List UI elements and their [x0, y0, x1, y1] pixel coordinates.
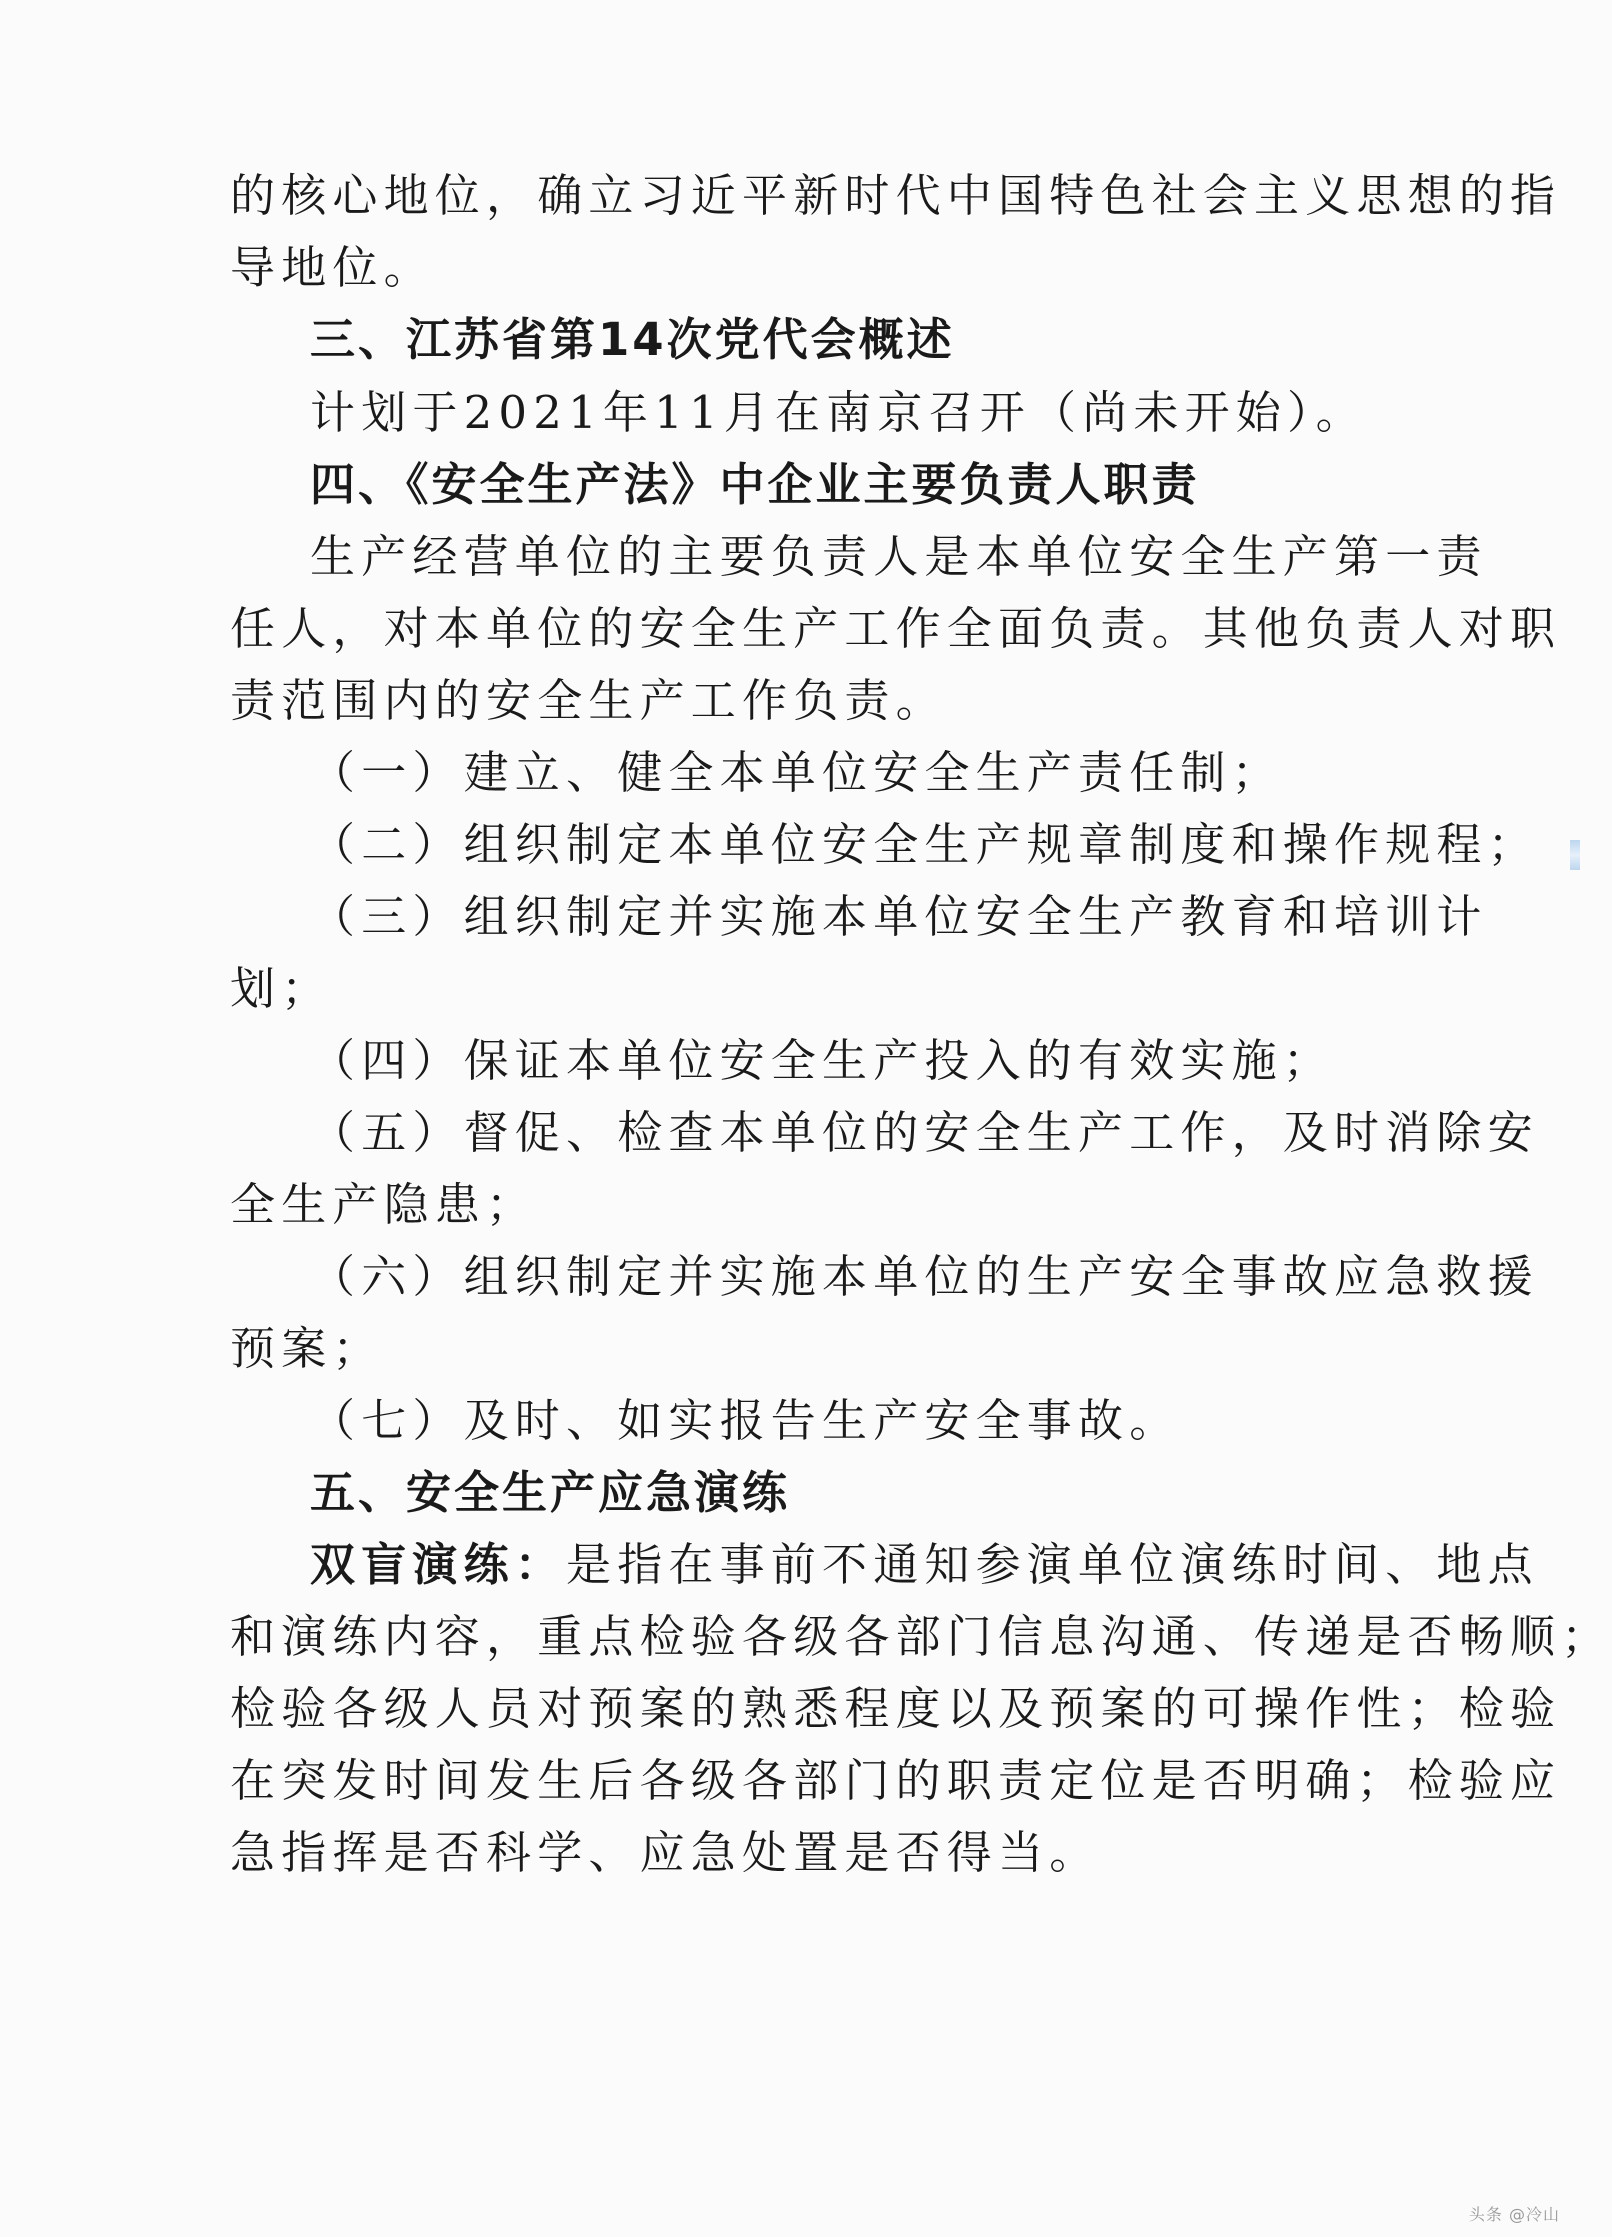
text-line	[310, 1535, 1539, 1595]
scan-edge-mark	[1570, 840, 1580, 870]
text-line: 划；	[230, 962, 333, 1015]
section-heading-4: 四、《安全生产法》中企业主要负责人职责	[310, 458, 1200, 511]
list-item: （四）保证本单位安全生产投入的有效实施；	[310, 1034, 1335, 1087]
list-item: （七）及时、如实报告生产安全事故。	[310, 1394, 1181, 1447]
text-line: 的核心地位，确立习近平新时代中国特色社会主义思想的指	[230, 169, 1562, 222]
text-line: 任人，对本单位的安全生产工作全面负责。其他负责人对职	[230, 602, 1562, 655]
text-line: 导地位。	[230, 241, 435, 294]
list-item: （三）组织制定并实施本单位安全生产教育和培训计	[310, 890, 1488, 943]
text-line: 责范围内的安全生产工作负责。	[230, 674, 947, 727]
term-label: 双盲演练：	[310, 1538, 567, 1591]
text-line: 检验各级人员对预案的熟悉程度以及预案的可操作性；检验	[230, 1682, 1562, 1735]
text-line: 预案；	[230, 1322, 384, 1375]
term-definition: 是指在事前不通知参演单位演练时间、地点	[566, 1538, 1539, 1591]
section-heading-3: 三、江苏省第14次党代会概述	[310, 313, 955, 366]
list-item: （一）建立、健全本单位安全生产责任制；	[310, 746, 1283, 799]
text-line: 和演练内容，重点检验各级各部门信息沟通、传递是否畅顺；	[230, 1610, 1612, 1663]
watermark: 头条 @冷山	[1468, 2205, 1560, 2224]
text-line: 全生产隐患；	[230, 1178, 538, 1231]
list-item: （六）组织制定并实施本单位的生产安全事故应急救援	[310, 1250, 1539, 1303]
section-heading-5: 五、安全生产应急演练	[310, 1466, 791, 1519]
text-line: 计划于2021年11月在南京召开（尚未开始）。	[310, 386, 1367, 439]
list-item: （二）组织制定本单位安全生产规章制度和操作规程；	[310, 818, 1539, 871]
text-line: 生产经营单位的主要负责人是本单位安全生产第一责	[310, 530, 1488, 583]
text-line: 急指挥是否科学、应急处置是否得当。	[230, 1826, 1101, 1879]
text-line: 在突发时间发生后各级各部门的职责定位是否明确；检验应	[230, 1754, 1562, 1807]
list-item: （五）督促、检查本单位的安全生产工作，及时消除安	[310, 1106, 1539, 1159]
